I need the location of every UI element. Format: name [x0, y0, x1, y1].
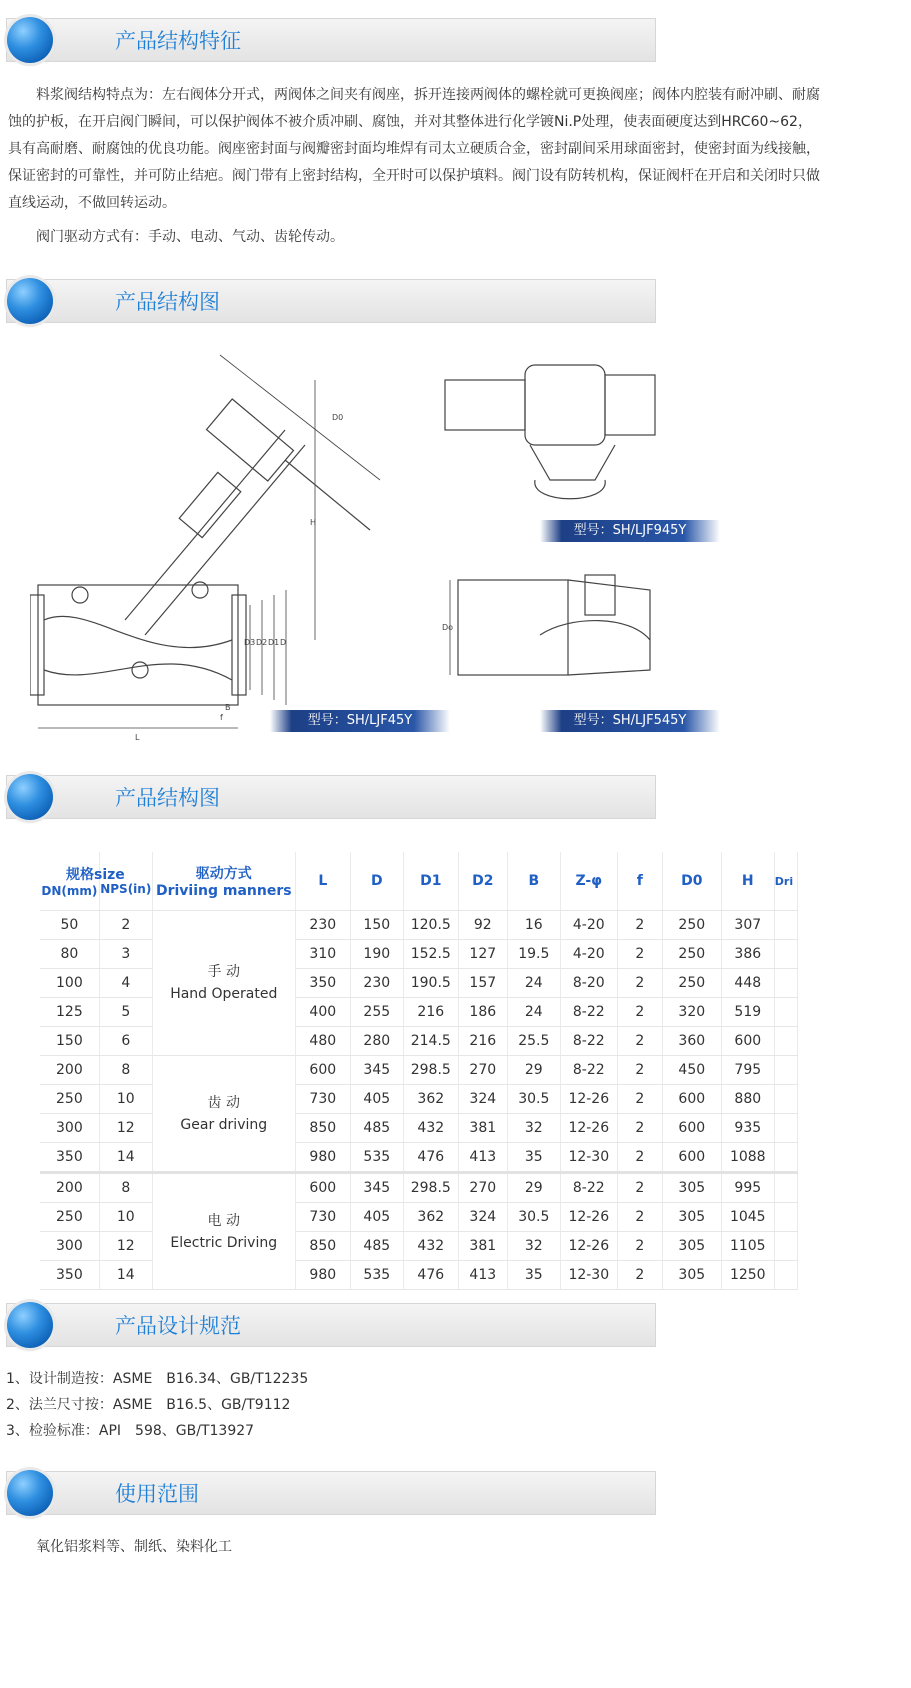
table-cell: 150 — [40, 1027, 99, 1056]
table-cell-clipped — [774, 1027, 797, 1056]
table-cell: 250 — [662, 911, 721, 940]
drive-mode-cell: 齿 动 Gear driving — [152, 1056, 295, 1173]
table-cell: 405 — [350, 1085, 403, 1114]
table-row — [40, 1056, 797, 1085]
usage-text: 氧化铝浆料等、制纸、染料化工 — [36, 1539, 232, 1555]
table-cell: 362 — [403, 1203, 458, 1232]
header-Z: Z-φ — [560, 852, 617, 911]
table-cell: 2 — [617, 1056, 662, 1085]
table-cell: 600 — [295, 1056, 350, 1085]
section-title: 产品设计规范 — [115, 1314, 241, 1338]
table-cell: 298.5 — [403, 1173, 458, 1203]
table-cell: 386 — [721, 940, 774, 969]
table-cell: 350 — [40, 1143, 99, 1173]
table-cell: 980 — [295, 1261, 350, 1290]
table-cell: 200 — [40, 1056, 99, 1085]
table-cell: 432 — [403, 1232, 458, 1261]
table-cell-clipped — [774, 1056, 797, 1085]
table-cell: 362 — [403, 1085, 458, 1114]
header-drive: 驱动方式 Driviing manners — [152, 852, 295, 911]
table-cell: 381 — [458, 1114, 507, 1143]
left-flange — [30, 595, 44, 695]
drive-mode-cell: 电 动 Electric Driving — [152, 1173, 295, 1290]
blue-ball-icon — [7, 17, 53, 63]
table-cell: 350 — [295, 969, 350, 998]
table-cell: 255 — [350, 998, 403, 1027]
table-cell: 310 — [295, 940, 350, 969]
table-cell: 200 — [40, 1173, 99, 1203]
stem-line-1 — [125, 430, 285, 620]
table-cell: 485 — [350, 1114, 403, 1143]
table-cell: 2 — [617, 1173, 662, 1203]
pneumatic-housing — [458, 580, 568, 675]
table-cell: 8-22 — [560, 1027, 617, 1056]
table-cell-clipped — [774, 1232, 797, 1261]
table-cell: 880 — [721, 1085, 774, 1114]
table-cell: 600 — [295, 1173, 350, 1203]
table-cell: 995 — [721, 1173, 774, 1203]
table-cell: 485 — [350, 1232, 403, 1261]
pneumatic-arm — [568, 580, 650, 675]
table-cell: 5 — [99, 998, 152, 1027]
table-cell: 35 — [507, 1143, 560, 1173]
standard-item: 2、法兰尺寸按：ASME B16.5、GB/T9112 — [6, 1397, 291, 1413]
table-cell: 298.5 — [403, 1056, 458, 1085]
table-cell: 324 — [458, 1085, 507, 1114]
table-cell: 250 — [662, 940, 721, 969]
label-Do: Do — [442, 623, 454, 632]
handwheel-line — [285, 460, 370, 530]
table-cell: 300 — [40, 1114, 99, 1143]
table-cell: 8-22 — [560, 1056, 617, 1085]
spec-table — [40, 852, 798, 1290]
table-cell: 2 — [617, 1232, 662, 1261]
table-cell: 190 — [350, 940, 403, 969]
header-D: D — [350, 852, 403, 911]
table-cell: 8-22 — [560, 1173, 617, 1203]
table-cell: 280 — [350, 1027, 403, 1056]
caption-945y: 型号：SH/LJF945Y — [540, 520, 720, 542]
gearbox — [525, 365, 605, 445]
table-cell: 3 — [99, 940, 152, 969]
drive-mode-cell: 手 动 Hand Operated — [152, 911, 295, 1056]
label-D: D — [280, 638, 287, 647]
section-title: 产品结构图 — [115, 786, 220, 810]
table-cell: 35 — [507, 1261, 560, 1290]
table-cell: 4 — [99, 969, 152, 998]
header-L: L — [295, 852, 350, 911]
section-header-design-standards — [6, 1303, 656, 1347]
table-cell: 12-26 — [560, 1232, 617, 1261]
header-D2: D2 — [458, 852, 507, 911]
table-cell: 305 — [662, 1173, 721, 1203]
table-cell: 324 — [458, 1203, 507, 1232]
label-D1: D1 — [268, 638, 280, 647]
table-cell: 730 — [295, 1203, 350, 1232]
table-cell: 305 — [662, 1232, 721, 1261]
table-cell: 152.5 — [403, 940, 458, 969]
table-cell: 350 — [40, 1261, 99, 1290]
header-Dri: Dri — [774, 852, 797, 911]
body-curve-top — [44, 616, 232, 647]
table-cell: 2 — [617, 1085, 662, 1114]
table-cell: 935 — [721, 1114, 774, 1143]
table-cell: 12-30 — [560, 1261, 617, 1290]
table-cell: 300 — [40, 1232, 99, 1261]
table-cell: 214.5 — [403, 1027, 458, 1056]
table-cell: 50 — [40, 911, 99, 940]
table-cell: 29 — [507, 1173, 560, 1203]
caption-545y: 型号：SH/LJF545Y — [540, 710, 720, 732]
table-cell: 24 — [507, 998, 560, 1027]
blue-ball-icon — [7, 278, 53, 324]
valve-drawing-svg — [30, 340, 730, 745]
motor-housing — [445, 380, 525, 430]
table-cell: 535 — [350, 1143, 403, 1173]
header-B: B — [507, 852, 560, 911]
table-cell: 270 — [458, 1056, 507, 1085]
table-cell: 448 — [721, 969, 774, 998]
table-cell: 850 — [295, 1114, 350, 1143]
blue-ball-icon — [7, 1470, 53, 1516]
table-cell: 12-26 — [560, 1203, 617, 1232]
table-cell: 476 — [403, 1261, 458, 1290]
standard-item: 1、设计制造按：ASME B16.34、GB/T12235 — [6, 1371, 309, 1387]
table-cell: 4-20 — [560, 911, 617, 940]
table-cell: 450 — [662, 1056, 721, 1085]
section-header-features — [6, 18, 656, 62]
table-cell: 32 — [507, 1114, 560, 1143]
table-cell: 730 — [295, 1085, 350, 1114]
table-cell: 25.5 — [507, 1027, 560, 1056]
table-cell: 345 — [350, 1173, 403, 1203]
features-paragraph: 料浆阀结构特点为：左右阀体分开式，两阀体之间夹有阀座，拆开连接两阀体的螺栓就可更换阀座；阀体内腔装有耐冲刷、耐腐蚀的护板，在开启阀门瞬间，可以保护阀体不被介质冲刷、腐蚀，并对其整体进行化学镀Ni.P处理，使表面硬度达到HRC60~62，具有高耐磨、耐腐蚀的优良功能。阀座密封面与阀瓣密封面均堆焊有司太立硬质合金，密封副间采用球面密封，使密封面为线接触，保证密封的可靠性，并可防止结疤。阀门带有上密封结构，全开时可以保护填料。阀门设有防转机构，保证阀杆在开启和关闭时只做直线运动，不做回转运动。 — [8, 87, 820, 211]
table-cell-clipped — [774, 1085, 797, 1114]
table-cell: 250 — [662, 969, 721, 998]
table-cell: 32 — [507, 1232, 560, 1261]
table-cell: 1045 — [721, 1203, 774, 1232]
table-cell: 305 — [662, 1261, 721, 1290]
table-cell: 2 — [99, 911, 152, 940]
header-nps: NPS(in) — [99, 852, 152, 911]
table-cell: 360 — [662, 1027, 721, 1056]
table-cell: 519 — [721, 998, 774, 1027]
table-cell: 400 — [295, 998, 350, 1027]
table-cell: 14 — [99, 1143, 152, 1173]
table-cell: 12-26 — [560, 1085, 617, 1114]
table-cell: 8 — [99, 1056, 152, 1085]
drive-modes-paragraph: 阀门驱动方式有：手动、电动、气动、齿轮传动。 — [36, 229, 344, 245]
table-cell-clipped — [774, 1261, 797, 1290]
table-cell: 29 — [507, 1056, 560, 1085]
section-title: 使用范围 — [115, 1482, 199, 1506]
table-cell: 305 — [662, 1203, 721, 1232]
table-cell: 100 — [40, 969, 99, 998]
table-cell: 16 — [507, 911, 560, 940]
caption-45y: 型号：SH/LJF45Y — [270, 710, 450, 732]
section-header-usage — [6, 1471, 656, 1515]
valve-body-outline — [38, 585, 238, 705]
table-cell: 413 — [458, 1261, 507, 1290]
table-cell: 270 — [458, 1173, 507, 1203]
table-cell-clipped — [774, 969, 797, 998]
table-cell: 535 — [350, 1261, 403, 1290]
table-cell-clipped — [774, 1173, 797, 1203]
table-cell: 4-20 — [560, 940, 617, 969]
table-cell: 600 — [662, 1085, 721, 1114]
actuator-neck — [530, 445, 615, 480]
table-cell: 850 — [295, 1232, 350, 1261]
table-cell: 186 — [458, 998, 507, 1027]
bolt — [72, 587, 88, 603]
table-cell: 19.5 — [507, 940, 560, 969]
table-cell: 12 — [99, 1114, 152, 1143]
table-cell: 8 — [99, 1173, 152, 1203]
valve-structure-drawing — [30, 340, 730, 745]
table-cell-clipped — [774, 940, 797, 969]
table-cell: 980 — [295, 1143, 350, 1173]
header-D0: D0 — [662, 852, 721, 911]
table-cell: 2 — [617, 1027, 662, 1056]
table-cell: 600 — [662, 1143, 721, 1173]
table-cell: 795 — [721, 1056, 774, 1085]
table-cell: 12-26 — [560, 1114, 617, 1143]
table-cell: 120.5 — [403, 911, 458, 940]
table-cell: 250 — [40, 1203, 99, 1232]
table-row — [40, 911, 797, 940]
label-D3: D3 — [244, 638, 256, 647]
table-cell: 125 — [40, 998, 99, 1027]
label-D2: D2 — [256, 638, 268, 647]
blue-ball-icon — [7, 1302, 53, 1348]
table-cell: 230 — [350, 969, 403, 998]
table-cell: 10 — [99, 1203, 152, 1232]
table-cell: 12-30 — [560, 1143, 617, 1173]
table-cell: 14 — [99, 1261, 152, 1290]
table-cell: 2 — [617, 1261, 662, 1290]
table-cell: 127 — [458, 940, 507, 969]
table-cell: 230 — [295, 911, 350, 940]
handwheel-box — [605, 375, 655, 435]
table-cell: 2 — [617, 1203, 662, 1232]
header-f: f — [617, 852, 662, 911]
table-cell: 12 — [99, 1232, 152, 1261]
table-cell: 1250 — [721, 1261, 774, 1290]
table-cell: 480 — [295, 1027, 350, 1056]
table-cell-clipped — [774, 1203, 797, 1232]
header-D1: D1 — [403, 852, 458, 911]
table-cell: 2 — [617, 911, 662, 940]
yoke-curve — [540, 621, 650, 640]
table-cell-clipped — [774, 1143, 797, 1173]
table-cell: 307 — [721, 911, 774, 940]
label-B: B — [225, 703, 231, 712]
table-cell: 8-20 — [560, 969, 617, 998]
table-cell: 405 — [350, 1203, 403, 1232]
bolt — [132, 662, 148, 678]
table-cell: 2 — [617, 1114, 662, 1143]
table-cell: 24 — [507, 969, 560, 998]
header-dn: 规格size DN(mm) — [40, 852, 99, 911]
label-L: L — [135, 733, 140, 742]
table-cell: 345 — [350, 1056, 403, 1085]
table-cell: 30.5 — [507, 1203, 560, 1232]
table-cell: 6 — [99, 1027, 152, 1056]
table-cell: 2 — [617, 969, 662, 998]
stem-line-2 — [145, 445, 305, 635]
table-cell: 92 — [458, 911, 507, 940]
table-cell: 250 — [40, 1085, 99, 1114]
table-cell: 2 — [617, 1143, 662, 1173]
standard-item: 3、检验标准：API 598、GB/T13927 — [6, 1423, 255, 1439]
table-cell: 2 — [617, 998, 662, 1027]
table-cell: 80 — [40, 940, 99, 969]
section-title: 产品结构图 — [115, 290, 220, 314]
table-cell: 30.5 — [507, 1085, 560, 1114]
top-cap — [585, 575, 615, 615]
table-cell: 432 — [403, 1114, 458, 1143]
actuator-base — [535, 480, 605, 499]
yoke — [207, 399, 294, 481]
header-H: H — [721, 852, 774, 911]
table-cell: 320 — [662, 998, 721, 1027]
table-cell: 10 — [99, 1085, 152, 1114]
table-row — [40, 1173, 797, 1203]
label-f: f — [220, 713, 223, 722]
blue-ball-icon — [7, 774, 53, 820]
section-title: 产品结构特征 — [115, 29, 241, 53]
table-cell: 2 — [617, 940, 662, 969]
bonnet-block — [179, 472, 241, 537]
section-header-structure-diagram — [6, 279, 656, 323]
table-cell: 216 — [458, 1027, 507, 1056]
table-cell: 216 — [403, 998, 458, 1027]
label-H: H — [310, 518, 317, 527]
table-cell: 157 — [458, 969, 507, 998]
table-cell: 476 — [403, 1143, 458, 1173]
table-cell: 190.5 — [403, 969, 458, 998]
table-cell-clipped — [774, 911, 797, 940]
label-D0: D0 — [332, 413, 344, 422]
table-cell: 600 — [721, 1027, 774, 1056]
table-cell: 1105 — [721, 1232, 774, 1261]
table-cell: 413 — [458, 1143, 507, 1173]
table-header-row — [40, 852, 797, 911]
table-cell: 1088 — [721, 1143, 774, 1173]
table-cell: 8-22 — [560, 998, 617, 1027]
section-header-spec-table — [6, 775, 656, 819]
table-cell-clipped — [774, 1114, 797, 1143]
table-cell: 150 — [350, 911, 403, 940]
table-cell-clipped — [774, 998, 797, 1027]
table-cell: 381 — [458, 1232, 507, 1261]
table-cell: 600 — [662, 1114, 721, 1143]
